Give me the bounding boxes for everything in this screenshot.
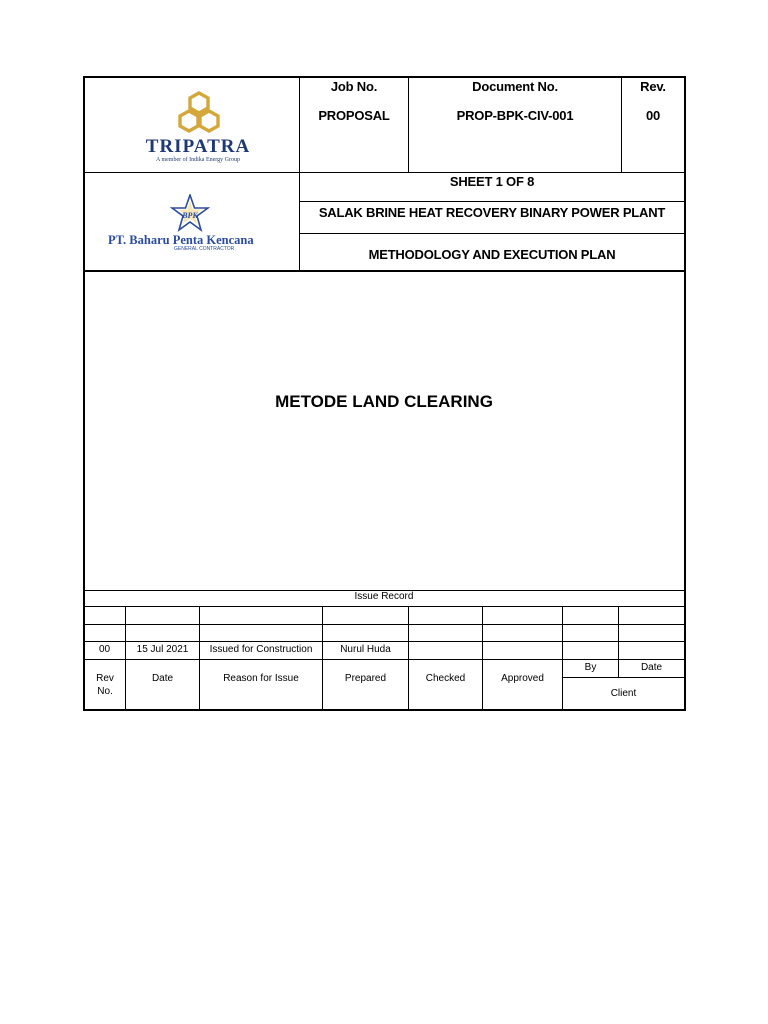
tripatra-logo [84, 78, 299, 172]
project-name: SALAK BRINE HEAT RECOVERY BINARY POWER PLANT [318, 205, 666, 220]
frame-bottom [83, 709, 686, 711]
line-header-2 [299, 201, 686, 202]
line-issue-v2 [199, 606, 200, 710]
issue-rev: 00 [98, 644, 111, 655]
bpk-mark: BPK [182, 211, 198, 220]
footer-by: By [584, 662, 597, 673]
document-title: METHODOLOGY AND EXECUTION PLAN [368, 247, 616, 262]
job-no-value: PROPOSAL [318, 108, 390, 123]
footer-rev-no: Rev No. [96, 673, 114, 697]
line-issue-4 [83, 659, 686, 660]
footer-date-2: Date [640, 662, 663, 673]
tripatra-tagline: A member of Indika Energy Group [155, 157, 241, 163]
tripatra-name: TRIPATRA [145, 136, 251, 157]
footer-date: Date [151, 673, 174, 684]
issue-date: 15 Jul 2021 [136, 644, 189, 655]
bpk-logo [84, 174, 299, 270]
bpk-tagline: GENERAL CONTRACTOR [174, 246, 235, 252]
line-issue-3 [83, 641, 686, 642]
rev-value: 00 [645, 108, 661, 123]
document-no-value: PROP-BPK-CIV-001 [456, 108, 574, 123]
issue-record-title: Issue Record [354, 591, 414, 602]
line-issue-v5 [482, 606, 483, 710]
bpk-name: PT. Baharu Penta Kencana [108, 233, 254, 247]
footer-approved: Approved [501, 673, 544, 684]
line-issue-v4 [408, 606, 409, 710]
line-header-3 [299, 233, 686, 234]
line-issue-1 [83, 606, 686, 607]
line-issue-v1 [125, 606, 126, 710]
line-header-4 [83, 270, 686, 272]
rev-label: Rev. [640, 79, 666, 94]
line-issue-v3 [322, 606, 323, 710]
line-issue-2 [83, 624, 686, 625]
document-no-label: Document No. [472, 79, 558, 94]
footer-reason: Reason for Issue [223, 673, 299, 684]
main-title: METODE LAND CLEARING [275, 392, 493, 411]
job-no-label: Job No. [330, 79, 378, 94]
tripatra-hexagon-icon [172, 91, 226, 135]
line-header-1 [83, 172, 686, 173]
footer-client: Client [610, 688, 637, 699]
footer-prepared: Prepared [344, 673, 387, 684]
footer-checked: Checked [425, 673, 466, 684]
sheet-number: SHEET 1 OF 8 [449, 174, 535, 189]
line-issue-5 [562, 677, 686, 678]
issue-prepared: Nurul Huda [340, 644, 391, 655]
issue-reason: Issued for Construction [209, 644, 313, 655]
